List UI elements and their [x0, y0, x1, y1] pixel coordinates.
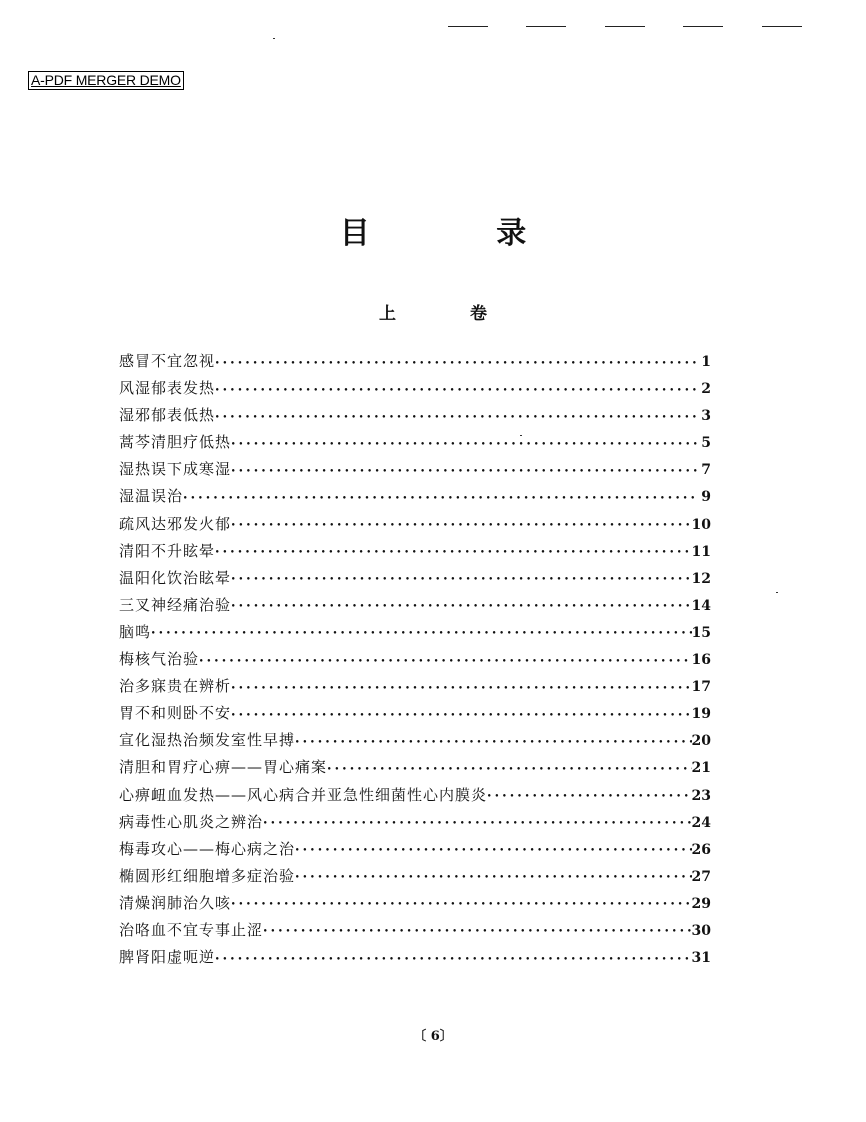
toc-leader-dots — [231, 565, 692, 592]
toc-entry[interactable] — [119, 429, 711, 456]
toc-entry-page: 20 — [691, 733, 711, 750]
toc-entry-page: 1 — [701, 354, 711, 370]
toc-entry[interactable] — [119, 754, 711, 781]
toc-entry[interactable] — [119, 646, 711, 673]
toc-leader-dots — [295, 863, 692, 890]
toc-leader-dots — [487, 782, 692, 809]
toc-entry[interactable] — [119, 348, 711, 375]
toc-entry-page: 30 — [691, 922, 711, 939]
toc-leader-dots — [231, 429, 699, 456]
toc-leader-dots — [295, 836, 692, 863]
toc-entry-page: 3 — [701, 408, 711, 425]
toc-entry[interactable] — [119, 782, 711, 809]
toc-entry-page: 9 — [701, 489, 711, 506]
scan-speck — [273, 38, 275, 39]
toc-entry-title: 椭圆形红细胞增多症治验 — [119, 866, 296, 885]
toc-entry[interactable] — [119, 538, 711, 565]
toc-leader-dots — [215, 538, 692, 565]
toc-entry-page: 23 — [691, 787, 711, 804]
toc-entry[interactable] — [119, 619, 711, 646]
toc-entry[interactable] — [119, 456, 711, 483]
toc-entry-title: 湿热误下成寒湿 — [119, 460, 232, 479]
toc-entry[interactable] — [119, 727, 711, 754]
toc-entry-title: 清燥润肺治久咳 — [119, 893, 232, 912]
toc-entry-title: 湿邪郁表低热 — [119, 406, 216, 425]
toc-leader-dots — [263, 809, 692, 836]
toc-entry[interactable] — [119, 483, 711, 510]
toc-leader-dots — [327, 754, 692, 781]
toc-leader-dots — [231, 673, 692, 700]
toc-entry[interactable] — [119, 375, 711, 402]
toc-entry-page: 7 — [701, 462, 711, 479]
toc-leader-dots — [215, 375, 699, 402]
toc-entry[interactable] — [119, 402, 711, 429]
toc-entry-page: 14 — [691, 597, 711, 614]
toc-leader-dots — [295, 727, 692, 754]
toc-entry-title: 宣化湿热治频发室性早搏 — [119, 731, 296, 750]
toc-entry-page: 24 — [691, 814, 711, 831]
toc-leader-dots — [215, 944, 692, 971]
toc-entry-title: 心痹衄血发热——风心病合并亚急性细菌性心内膜炎 — [119, 785, 488, 804]
toc-entry[interactable] — [119, 809, 711, 836]
toc-leader-dots — [215, 402, 699, 429]
toc-entry-title: 治多寐贵在辨析 — [119, 677, 232, 696]
table-of-contents — [119, 348, 711, 971]
toc-entry-page: 2 — [701, 381, 711, 398]
toc-entry-title: 感冒不宜忽视 — [119, 352, 216, 370]
toc-entry-page: 5 — [701, 435, 711, 452]
toc-entry-page: 19 — [691, 706, 711, 723]
watermark-banner: A-PDF MERGER DEMO — [28, 71, 184, 90]
toc-entry-title: 清阳不升眩晕 — [119, 541, 216, 560]
toc-entry-page: 12 — [691, 570, 711, 587]
toc-entry-title: 湿温误治 — [119, 487, 184, 506]
toc-entry-title: 梅核气治验 — [119, 650, 200, 669]
toc-leader-dots — [231, 456, 699, 483]
toc-entry-title: 脾肾阳虚呃逆 — [119, 948, 216, 967]
toc-entry[interactable] — [119, 836, 711, 863]
toc-entry-page: 16 — [691, 652, 711, 669]
toc-leader-dots — [231, 700, 692, 727]
toc-entry-title: 梅毒攻心——梅心病之治 — [119, 839, 296, 858]
page-title: 目 录 — [339, 216, 585, 251]
toc-entry-title: 清胆和胃疗心痹——胃心痛案 — [119, 758, 328, 777]
toc-leader-dots — [183, 483, 699, 510]
toc-entry-title: 治咯血不宜专事止涩 — [119, 920, 264, 939]
toc-entry[interactable] — [119, 890, 711, 917]
toc-entry-title: 脑鸣 — [119, 622, 152, 641]
toc-entry[interactable] — [119, 944, 711, 971]
toc-entry-page: 17 — [691, 679, 711, 696]
toc-entry[interactable] — [119, 700, 711, 727]
toc-leader-dots — [263, 917, 692, 944]
toc-entry[interactable] — [119, 565, 711, 592]
volume-heading: 上 卷 — [379, 304, 521, 324]
toc-entry-page: 10 — [691, 516, 711, 533]
toc-entry-title: 蒿芩清胆疗低热 — [119, 433, 232, 452]
toc-entry-page: 27 — [691, 868, 711, 885]
toc-entry-page: 11 — [691, 543, 711, 560]
toc-entry-page: 21 — [691, 760, 711, 777]
toc-leader-dots — [231, 511, 692, 538]
toc-entry-page: 31 — [691, 950, 711, 967]
toc-leader-dots — [215, 348, 699, 375]
toc-entry[interactable] — [119, 917, 711, 944]
page-number: 〔 6〕 — [413, 1029, 453, 1044]
toc-leader-dots — [231, 592, 692, 619]
toc-entry-page: 29 — [691, 895, 711, 912]
toc-entry-title: 风湿郁表发热 — [119, 379, 216, 398]
toc-entry[interactable] — [119, 863, 711, 890]
toc-entry-title: 三叉神经痛治验 — [119, 595, 232, 614]
toc-leader-dots — [199, 646, 692, 673]
toc-entry-title: 疏风达邪发火郁 — [119, 514, 232, 533]
top-scan-rules — [448, 26, 808, 28]
toc-entry[interactable] — [119, 592, 711, 619]
toc-entry-page: 15 — [691, 624, 711, 641]
toc-entry[interactable] — [119, 511, 711, 538]
toc-entry-title: 病毒性心肌炎之辨治 — [119, 812, 264, 831]
scan-speck — [776, 592, 778, 593]
toc-entry-title: 温阳化饮治眩晕 — [119, 568, 232, 587]
toc-leader-dots — [231, 890, 692, 917]
toc-leader-dots — [151, 619, 692, 646]
toc-entry[interactable] — [119, 673, 711, 700]
toc-entry-page: 26 — [691, 841, 711, 858]
toc-entry-title: 胃不和则卧不安 — [119, 704, 232, 723]
